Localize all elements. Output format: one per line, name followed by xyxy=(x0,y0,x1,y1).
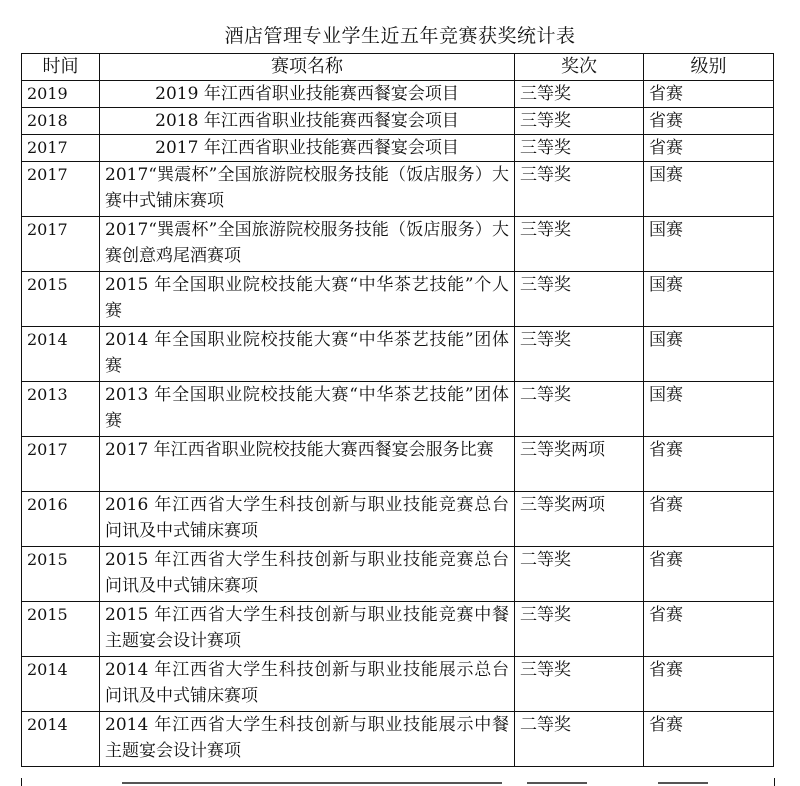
year-cell: 2014 xyxy=(22,712,100,767)
table-row xyxy=(22,217,774,272)
level-cell: 国赛 xyxy=(644,327,774,382)
header-year: 时间 xyxy=(22,54,100,81)
level-cell: 省赛 xyxy=(644,81,774,108)
event-name-cell: 2015 年江西省大学生科技创新与职业技能竞赛总台问讯及中式铺床赛项 xyxy=(100,547,515,602)
level-cell: 国赛 xyxy=(644,162,774,217)
prize-cell: 三等奖两项 xyxy=(515,437,644,492)
table-row xyxy=(22,382,774,437)
awards-table xyxy=(21,53,774,767)
table-row xyxy=(22,135,774,162)
event-name-cell: 2017“巽震杯”全国旅游院校服务技能（饭店服务）大赛创意鸡尾酒赛项 xyxy=(100,217,515,272)
prize-cell: 三等奖 xyxy=(515,81,644,108)
level-cell: 省赛 xyxy=(644,547,774,602)
year-cell: 2019 xyxy=(22,81,100,108)
table-row xyxy=(22,272,774,327)
event-name-cell: 2018 年江西省职业技能赛西餐宴会项目 xyxy=(100,108,515,135)
prize-cell: 三等奖 xyxy=(515,108,644,135)
level-cell: 省赛 xyxy=(644,492,774,547)
year-cell: 2017 xyxy=(22,162,100,217)
event-name-cell: 2017“巽震杯”全国旅游院校服务技能（饭店服务）大赛中式铺床赛项 xyxy=(100,162,515,217)
cropped-next-row xyxy=(21,778,775,786)
prize-cell: 三等奖 xyxy=(515,657,644,712)
prize-cell: 三等奖 xyxy=(515,327,644,382)
prize-cell: 三等奖 xyxy=(515,272,644,327)
event-name-cell: 2017 年江西省职业院校技能大赛西餐宴会服务比赛 xyxy=(100,437,515,492)
year-cell: 2014 xyxy=(22,657,100,712)
header-prize: 奖次 xyxy=(515,54,644,81)
table-caption: 酒店管理专业学生近五年竞赛获奖统计表 xyxy=(224,25,576,47)
prize-cell: 三等奖两项 xyxy=(515,492,644,547)
event-name-cell: 2014 年江西省大学生科技创新与职业技能展示中餐主题宴会设计赛项 xyxy=(100,712,515,767)
table-row xyxy=(22,602,774,657)
prize-cell: 三等奖 xyxy=(515,217,644,272)
level-cell: 国赛 xyxy=(644,272,774,327)
year-cell: 2015 xyxy=(22,602,100,657)
table-row xyxy=(22,327,774,382)
level-cell: 省赛 xyxy=(644,712,774,767)
table-row xyxy=(22,712,774,767)
year-cell: 2015 xyxy=(22,272,100,327)
year-cell: 2017 xyxy=(22,135,100,162)
event-name-cell: 2015 年江西省大学生科技创新与职业技能竞赛中餐主题宴会设计赛项 xyxy=(100,602,515,657)
prize-cell: 二等奖 xyxy=(515,712,644,767)
event-name-cell: 2017 年江西省职业技能赛西餐宴会项目 xyxy=(100,135,515,162)
header-event-name: 赛项名称 xyxy=(100,54,515,81)
level-cell: 国赛 xyxy=(644,382,774,437)
header-row xyxy=(22,54,774,81)
level-cell: 省赛 xyxy=(644,657,774,712)
event-name-cell: 2014 年全国职业院校技能大赛“中华茶艺技能”团体赛 xyxy=(100,327,515,382)
prize-cell: 二等奖 xyxy=(515,382,644,437)
table-row xyxy=(22,492,774,547)
level-cell: 国赛 xyxy=(644,217,774,272)
table-row xyxy=(22,81,774,108)
year-cell: 2017 xyxy=(22,437,100,492)
table-row xyxy=(22,437,774,492)
event-name-cell: 2015 年全国职业院校技能大赛“中华茶艺技能”个人赛 xyxy=(100,272,515,327)
level-cell: 省赛 xyxy=(644,602,774,657)
event-name-cell: 2019 年江西省职业技能赛西餐宴会项目 xyxy=(100,81,515,108)
year-cell: 2016 xyxy=(22,492,100,547)
prize-cell: 三等奖 xyxy=(515,135,644,162)
level-cell: 省赛 xyxy=(644,135,774,162)
event-name-cell: 2014 年江西省大学生科技创新与职业技能展示总台问讯及中式铺床赛项 xyxy=(100,657,515,712)
event-name-cell: 2016 年江西省大学生科技创新与职业技能竞赛总台问讯及中式铺床赛项 xyxy=(100,492,515,547)
prize-cell: 三等奖 xyxy=(515,162,644,217)
year-cell: 2013 xyxy=(22,382,100,437)
prize-cell: 二等奖 xyxy=(515,547,644,602)
level-cell: 省赛 xyxy=(644,437,774,492)
table-row xyxy=(22,657,774,712)
year-cell: 2017 xyxy=(22,217,100,272)
header-level: 级别 xyxy=(644,54,774,81)
event-name-cell: 2013 年全国职业院校技能大赛“中华茶艺技能”团体赛 xyxy=(100,382,515,437)
table-row xyxy=(22,162,774,217)
table-row xyxy=(22,108,774,135)
table-row xyxy=(22,547,774,602)
year-cell: 2014 xyxy=(22,327,100,382)
prize-cell: 三等奖 xyxy=(515,602,644,657)
year-cell: 2018 xyxy=(22,108,100,135)
year-cell: 2015 xyxy=(22,547,100,602)
level-cell: 省赛 xyxy=(644,108,774,135)
